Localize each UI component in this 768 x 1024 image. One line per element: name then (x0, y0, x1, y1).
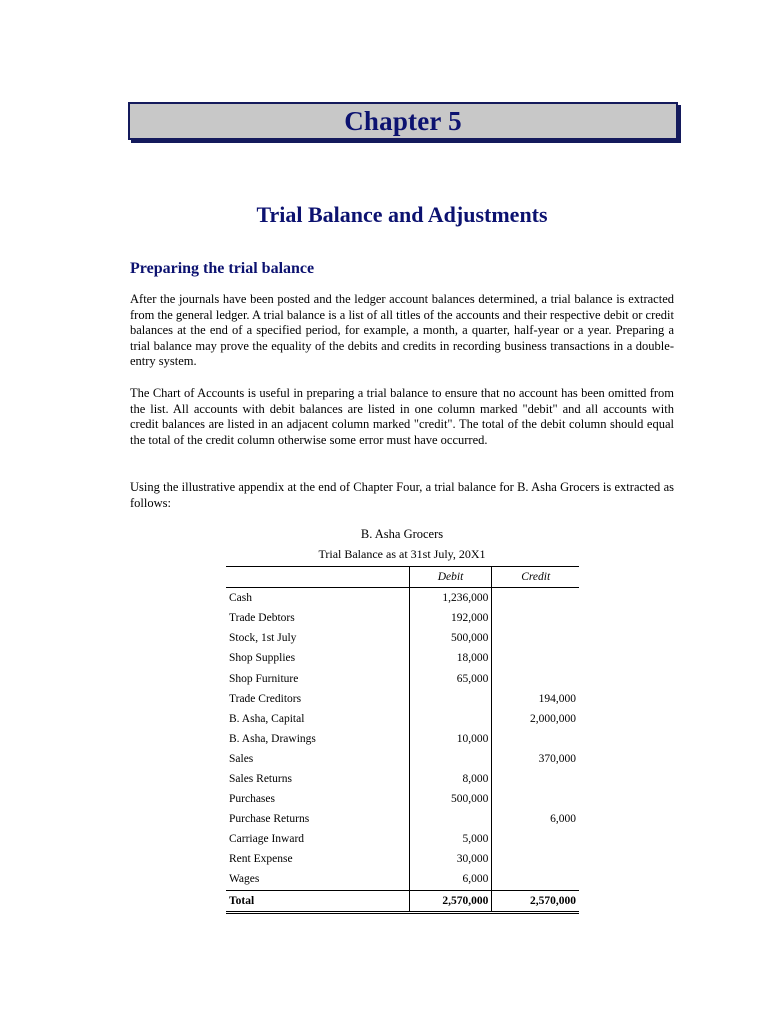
total-row (226, 890, 579, 912)
credit-cell: 6,000 (492, 809, 579, 829)
table-row (226, 829, 579, 849)
debit-cell: 500,000 (409, 789, 492, 809)
account-cell: Carriage Inward (229, 833, 305, 846)
header-credit: Credit (492, 567, 579, 588)
credit-cell (492, 668, 579, 688)
debit-cell: 8,000 (409, 769, 492, 789)
total-label: Total (226, 890, 409, 912)
table-row (226, 809, 579, 829)
credit-cell: 194,000 (492, 689, 579, 709)
total-credit: 2,570,000 (492, 890, 579, 912)
debit-cell (409, 809, 492, 829)
table-row (226, 769, 579, 789)
debit-cell: 30,000 (409, 849, 492, 869)
table-body (226, 588, 579, 890)
account-cell: Purchases (229, 793, 275, 806)
debit-cell (409, 749, 492, 769)
paragraph-intro: After the journals have been posted and the ledger account balances determined, a trial balance is extracted from the general ledger. A trial balance is a list of all titles of the accounts and their respective debit or credit balances at the end of a specified period, for example, a month, a quarter, half-year or a year. Preparing a trial balance may prove the equality of the debits and credits in recording business transactions in a double-entry system. (130, 292, 674, 369)
account-cell: Trade Creditors (229, 692, 302, 705)
debit-cell: 10,000 (409, 729, 492, 749)
debit-cell: 192,000 (409, 608, 492, 628)
table-row (226, 849, 579, 869)
page-title: Trial Balance and Adjustments (256, 202, 548, 227)
table-row (226, 608, 579, 628)
header-account (226, 567, 409, 588)
credit-cell (492, 829, 579, 849)
credit-cell (492, 769, 579, 789)
debit-cell (409, 689, 492, 709)
table-row (226, 588, 579, 609)
table-row (226, 628, 579, 648)
account-cell: B. Asha, Drawings (229, 732, 316, 745)
account-cell: Sales Returns (229, 772, 292, 785)
account-cell: Purchase Returns (229, 813, 310, 826)
debit-cell: 18,000 (409, 648, 492, 668)
debit-cell: 6,000 (409, 869, 492, 890)
credit-cell (492, 628, 579, 648)
debit-cell (409, 709, 492, 729)
account-cell: Rent Expense (229, 853, 293, 866)
account-cell: Cash (229, 592, 252, 605)
chapter-banner (128, 102, 678, 140)
paragraph-chart-of-accounts: The Chart of Accounts is useful in preparing a trial balance to ensure that no account has been omitted from the list. All accounts with debit balances are listed in one column marked "debit" and all accounts with credit balances are listed in an adjacent column marked "credit". The total of the debit column should equal the total of the credit column otherwise some error must have occurred. (130, 386, 674, 447)
credit-cell: 2,000,000 (492, 709, 579, 729)
credit-cell (492, 608, 579, 628)
table-header-row (226, 567, 579, 588)
credit-cell (492, 869, 579, 890)
account-cell: Sales (229, 752, 254, 765)
section-heading: Preparing the trial balance (130, 260, 315, 277)
table-row (226, 709, 579, 729)
credit-cell (492, 789, 579, 809)
debit-cell: 1,236,000 (409, 588, 492, 609)
credit-cell (492, 588, 579, 609)
debit-cell: 65,000 (409, 668, 492, 688)
chapter-label: Chapter 5 (344, 105, 462, 136)
debit-cell: 500,000 (409, 628, 492, 648)
table-row (226, 789, 579, 809)
table-row (226, 869, 579, 890)
account-cell: Trade Debtors (229, 612, 295, 625)
credit-cell: 370,000 (492, 749, 579, 769)
credit-cell (492, 729, 579, 749)
account-cell: Wages (229, 873, 260, 886)
credit-cell (492, 849, 579, 869)
total-debit: 2,570,000 (409, 890, 492, 912)
table-subtitle: Trial Balance as at 31st July, 20X1 (318, 547, 486, 561)
table-row (226, 729, 579, 749)
table-row (226, 689, 579, 709)
paragraph-illustration: Using the illustrative appendix at the end of Chapter Four, a trial balance for B. Asha Grocers is extracted as follows: (130, 480, 674, 510)
table-row (226, 648, 579, 668)
account-cell: Stock, 1st July (229, 632, 297, 645)
account-cell: Shop Furniture (229, 672, 299, 685)
account-cell: B. Asha, Capital (229, 712, 305, 725)
credit-cell (492, 648, 579, 668)
table-company-name: B. Asha Grocers (360, 527, 444, 541)
header-debit: Debit (409, 567, 492, 588)
trial-balance-table (226, 566, 579, 914)
debit-cell: 5,000 (409, 829, 492, 849)
table-row (226, 668, 579, 688)
account-cell: Shop Supplies (229, 652, 296, 665)
table-row (226, 749, 579, 769)
